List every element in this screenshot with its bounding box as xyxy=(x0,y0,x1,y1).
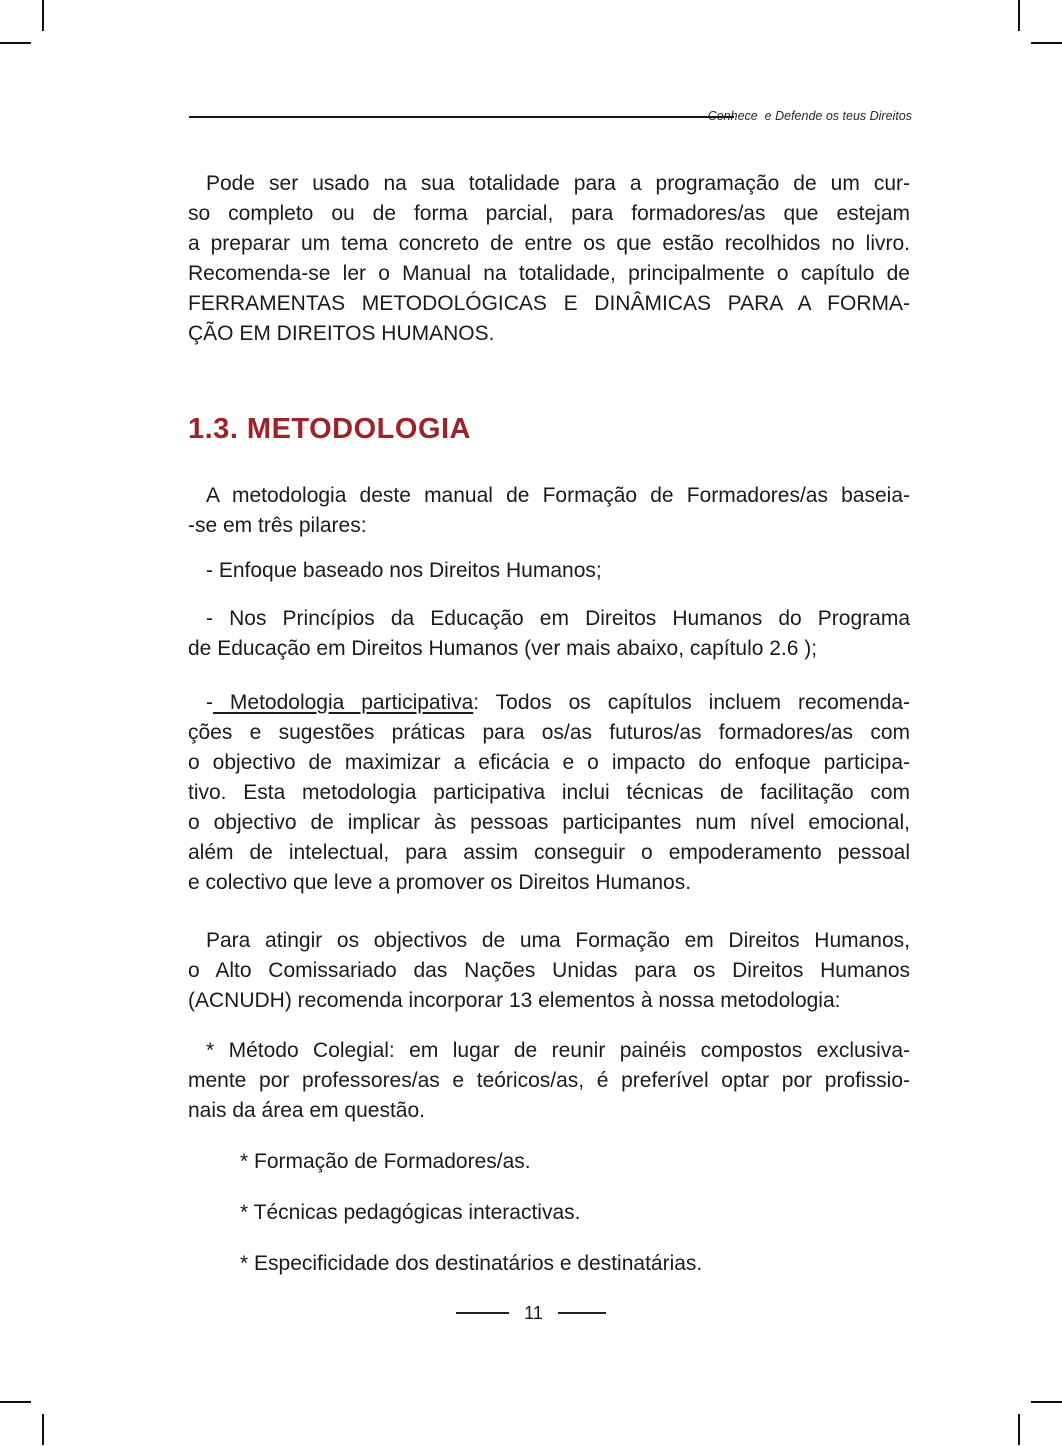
line-suffix: : Todos os capítulos incluem recomenda- xyxy=(473,691,910,714)
text-line: * Especificidade dos destinatários e destinatárias. xyxy=(240,1252,703,1275)
crop-mark-top-right-horizontal xyxy=(1031,42,1062,44)
crop-mark-top-left-horizontal xyxy=(0,42,31,44)
text-line: A metodologia deste manual de Formação de Formadores/as baseia- xyxy=(206,484,910,507)
text-line: * Técnicas pedagógicas interactivas. xyxy=(240,1201,581,1224)
list-item-enfoque xyxy=(188,556,910,586)
text-line: o Alto Comissariado das Nações Unidas para os Direitos Humanos xyxy=(188,959,910,982)
crop-mark-top-right-vertical xyxy=(1018,0,1020,31)
text-line: a preparar um tema concreto de entre os que estão recolhidos no livro. xyxy=(188,232,910,255)
paragraph-intro xyxy=(188,169,910,349)
text-line: * Formação de Formadores/as. xyxy=(240,1150,531,1173)
crop-mark-top-left-vertical xyxy=(42,0,44,31)
page-number-rule-left xyxy=(456,1312,509,1314)
crop-mark-bottom-right-horizontal xyxy=(1031,1401,1062,1403)
text-line: * Método Colegial: em lugar de reunir painéis compostos exclusiva- xyxy=(206,1039,910,1062)
text-line: Pode ser usado na sua totalidade para a programação de um cur- xyxy=(206,172,910,195)
section-heading: 1.3. METODOLOGIA xyxy=(188,413,472,445)
paragraph-acnudh xyxy=(188,926,910,1016)
page-footer xyxy=(0,1300,1062,1326)
text-line: mente por professores/as e teóricos/as, é preferível optar por profissio- xyxy=(188,1069,910,1092)
text-column xyxy=(188,169,910,1279)
paragraph-metodo-colegial xyxy=(188,1036,910,1126)
text-line: - Enfoque baseado nos Direitos Humanos; xyxy=(206,559,602,582)
sub-bullet-item xyxy=(188,1198,910,1228)
text-line: além de intelectual, para assim conseguir o empoderamento pessoal xyxy=(188,841,910,864)
text-line: Recomenda-se ler o Manual na totalidade, principalmente o capítulo de xyxy=(188,262,910,285)
list-item-participativa xyxy=(188,688,910,898)
crop-mark-bottom-right-vertical xyxy=(1018,1414,1020,1445)
text-line: - Nos Princípios da Educação em Direitos Humanos do Programa xyxy=(206,607,910,630)
text-line: (ACNUDH) recomenda incorporar 13 elementos à nossa metodologia: xyxy=(188,989,841,1012)
text-line xyxy=(188,688,910,718)
page-number-rule-right xyxy=(558,1312,606,1314)
page-number: 11 xyxy=(524,1303,543,1323)
text-line: nais da área em questão. xyxy=(188,1099,425,1122)
crop-mark-bottom-left-vertical xyxy=(42,1414,44,1445)
text-line: ÇÃO EM DIREITOS HUMANOS. xyxy=(188,322,495,345)
text-line: so completo ou de forma parcial, para formadores/as que estejam xyxy=(188,202,910,225)
crop-mark-bottom-left-horizontal xyxy=(0,1401,31,1403)
underlined-term: Metodologia participativa xyxy=(213,691,474,714)
sub-bullet-item xyxy=(188,1249,910,1279)
running-header-title: Conhece e Defende os teus Direitos xyxy=(707,109,912,123)
text-line: tivo. Esta metodologia participativa inclui técnicas de facilitação com xyxy=(188,781,910,804)
text-line: ções e sugestões práticas para os/as futuros/as formadores/as com xyxy=(188,721,910,744)
list-item-principios xyxy=(188,604,910,664)
paragraph-metodologia-intro xyxy=(188,481,910,541)
text-line: e colectivo que leve a promover os Direitos Humanos. xyxy=(188,871,692,894)
text-line: o objectivo de maximizar a eficácia e o impacto do enfoque participa- xyxy=(188,751,910,774)
text-line: FERRAMENTAS METODOLÓGICAS E DINÂMICAS PARA A FORMA- xyxy=(188,292,910,315)
text-line: o objectivo de implicar às pessoas participantes num nível emocional, xyxy=(188,811,910,834)
header-rule xyxy=(189,116,734,118)
text-line: de Educação em Direitos Humanos (ver mais abaixo, capítulo 2.6 ); xyxy=(188,637,818,660)
sub-bullet-item xyxy=(188,1147,910,1177)
dash-prefix: - xyxy=(206,691,213,714)
text-line: -se em três pilares: xyxy=(188,514,367,537)
text-line: Para atingir os objectivos de uma Formação em Direitos Humanos, xyxy=(206,929,910,952)
